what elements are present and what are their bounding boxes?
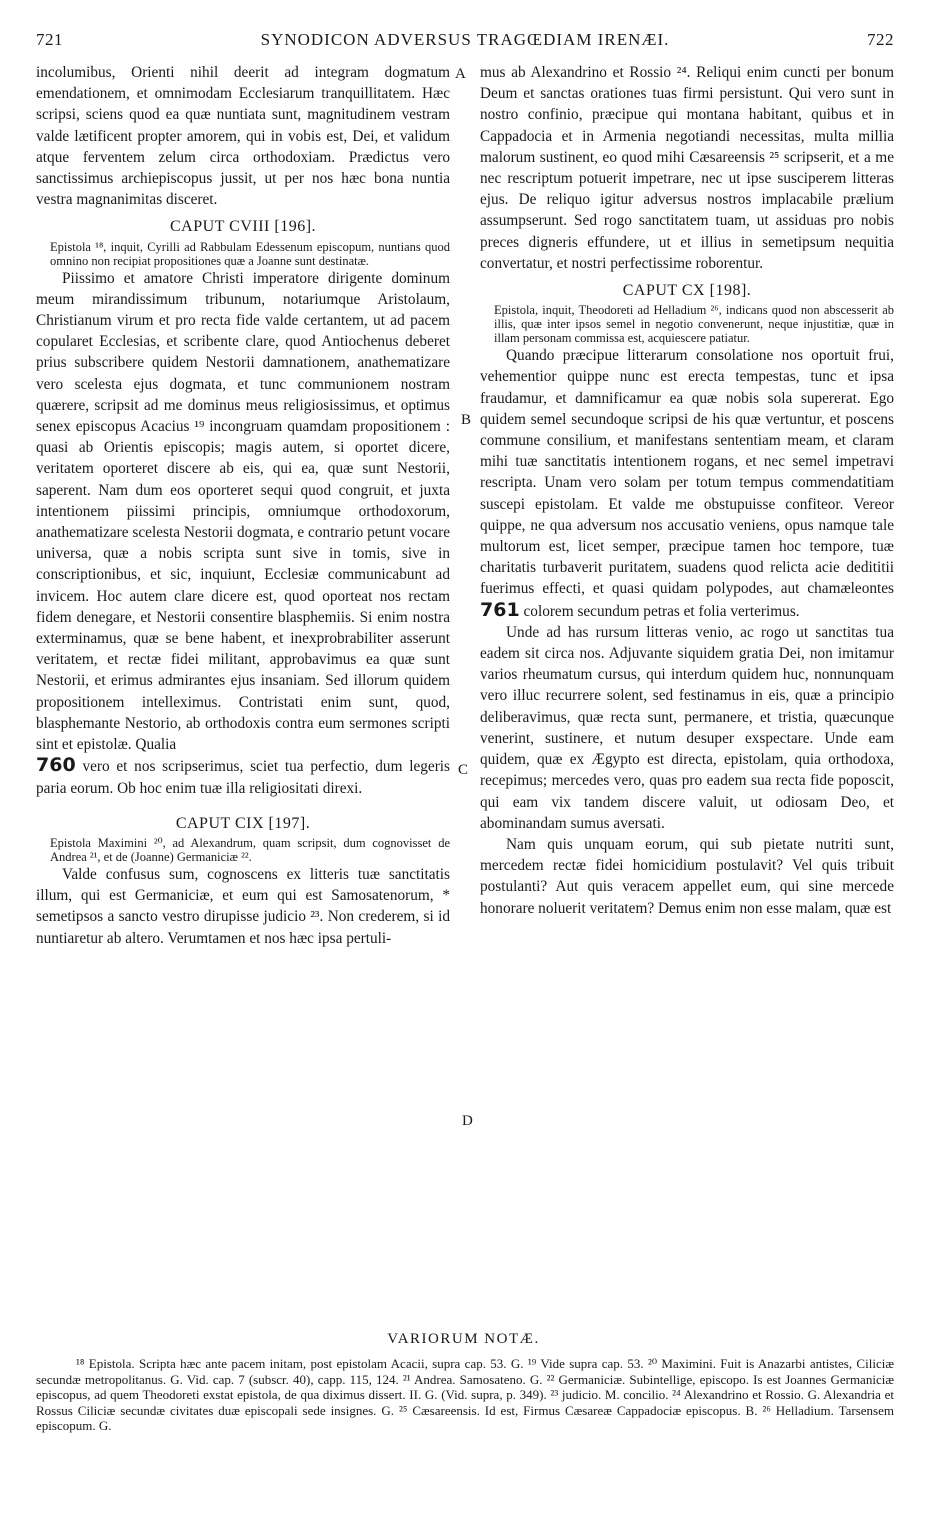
right-column [480, 62, 894, 919]
margin-letter-c: C [458, 762, 469, 778]
running-header [36, 30, 894, 58]
left-paragraph-2-tail: vero et nos scripserimus, sciet tua perfectio, dum legeris paria eorum. Ob hoc enim tuæ illa religiositati direxi. [36, 758, 450, 797]
margin-letter-b: B [461, 412, 472, 428]
page-marker-761: 761 [480, 598, 520, 621]
notes-title: VARIORUM NOTÆ. [387, 1331, 540, 1347]
right-paragraph-4: Nam quis unquam eorum, qui sub pietate nutriti sunt, mercedem rectæ fidei homicidium postulavit? Vel quis tribuit postulanti? Aut quis veracem appellet eum, qui sine mercede honorare noluerit veritatem? Demus enim non esse malam, quæ est [480, 835, 894, 917]
caput-cviii-title: CAPUT CVIII [196]. [169, 218, 317, 236]
right-paragraph-1: mus ab Alexandrino et Rossio ²⁴. Reliqui enim cuncti per bonum Deum et sanctas orationes tuas firmi persistunt. Qui vero sunt in nostro confinio, præcipue qui montana habitant, quibus et in Cappadocia et in Armenia negotiandi necessitas, multa millia malorum sustinent, eo quod mihi Cæsareensis ²⁵ scripserit, et a me nec rescriptum potuerit impetrare, nec ut ipse susciperem litteras ejus. De reliquo igitur adversus nostros implacabile prælium assumpserunt. Sed rogo sanctitatem tuam, ut assiduas pro nobis preces digneris effundere, ut et illius in semetipsum nequitia convertatur, et nostri perfectissime roborentur. [480, 64, 894, 272]
page-marker-760: 760 [36, 754, 76, 777]
caput-cix-summary: Epistola Maximini ²⁰, ad Alexandrum, quam scripsit, dum cognovisset de Andrea ²¹, et de (Joanne) Germaniciæ ²². [50, 835, 450, 864]
left-paragraph-1: incolumibus, Orienti nihil deerit ad integram dogmatum emendationem, et omnimodam Ecclesiarum tranquillitatem. Hæc scripsi, sciens quod ea quæ nuntiata sunt, magnitudinem vestram valde lætificent propter amorem, qui in vobis est, Dei, et validum atque ferventem zelum circa orthodoxiam. Prædictus vero sanctissimus archiepiscopus jussit, ut per nos hæc bona nuntia vestra magnanimitas disceret. [36, 64, 450, 209]
right-paragraph-2-tail: colorem secundum petras et folia verterimus. [523, 602, 800, 620]
page-number-right: 722 [867, 30, 894, 49]
right-paragraph-3: Unde ad has rursum litteras venio, ac rogo ut sanctitas tua eadem sit circa nos. Adjuvante siquidem gratia Dei, non imitamur varios rheumatum cursus, qui interdum quidem huc, nonnunquam vero illuc recurrere solent, sed festinamus in eis, quæ a principio deliberavimus, quæ recta sunt, permanere, et tristia, quæcunque venerint, sustinere, et nutum desuper exspectare. Unde eam quidem, quæ ex Ægypto est directa, epistolam, quia orthodoxa, recepimus; mercedes vero, quas pro eadem sua recta fide poposcit, qui eam vix tandem discere valuit, ut odiosam Deo, et abominandam sumus aversati. [480, 623, 894, 832]
right-paragraph-2-text: Quando præcipue litterarum consolatione nos oportuit frui, vehementior quippe nunc est erecta tempestas, tunc et ipsa fraudamur, et damnificamur ea quæ nobis sola supererat. Ego quidem semel secundoque scripsi de his quæ vertuntur, et poscens commune consilium, et manifestans sententiam meam, et claram mihi tuæ sanctitatis intentionem rogans, et nec semel impetravi rescripta. Unam vero solam per totum tempus commendatitiam suscepi epistolam. Et valde me obstupuisse confiteor. Vereor quippe, ne qua adversum nos accusatio veniens, opus namque tale multorum est, licet semper, præcipue tamen hoc tempore, tuæ charitatis turbaverit puritatem, suadens quod relicta acie dedititii fuerimus effecti, et quasi quidam polypodes, aut chamæleontes [480, 347, 894, 598]
margin-letter-d: D [462, 1113, 473, 1129]
left-paragraph-2-text: Piissimo et amatore Christi imperatore dirigente dominum meum mirandissimum tribunum, notariumque Aristolaum, Christianum virum et pro recta fide valde certantem, ut ad pacem copularet Ecclesias, et scribente clare, quod Antiochenus deberet prius subscribere quidem Nestorii damnationem, anathematizare vero scelesta ejus dogmata, et tunc communionem nostram quærere, scripsit ad me dominus meus religiosissimus, et optimus senex episcopus Acacius ¹⁹ incongruam quamdam propositionem : quasi ab Orientis episcopis; magis autem, si oportet dicere, veritatem oporteret discere ab eis, qui ea, quæ sunt Nestorii, saperent. Nam dum eos oporteret sequi quod congruit, et juxta intentionem piissimi principis, omniumque orthodoxorum, anathematizare scelesta Nestorii dogmata, e contrario petunt vocare universa, quæ a nobis scripta sunt sive in tomis, sive in conscriptionibus, et sic, inquiunt, Ecclesiæ communicabunt ad invicem. Hoc autem clare dicere est, quod oporteat nos rectam fidem denegare, et Nestorii consentire blasphemiis. Si enim nostra exterminamus, quæ se bene habent, et inexprobrabiliter asserunt veritatem, et rectæ fidei militant, approbavimus ea quæ sunt Nestorii, et erimus admirantes ejus insaniam. Sed illorum quidem propositionem intelleximus. Contristati enim sunt, quod, blasphemante Nestorio, ab orthodoxis contra eum sermones scripti sint et epistolæ. Qualia [36, 269, 450, 754]
caput-cix-title: CAPUT CIX [197]. [175, 814, 311, 832]
margin-letter-a: A [455, 66, 466, 82]
right-paragraph-2 [480, 345, 894, 622]
caput-cviii-summary: Epistola ¹⁸, inquit, Cyrilli ad Rabbulam Edessenum episcopum, nuntians quod omnino non recipiat propositiones quæ a Joanne sunt destinatæ. [50, 239, 450, 268]
left-paragraph-3: Valde confusus sum, cognoscens ex litteris tuæ sanctitatis illum, qui est Germaniciæ, et eum qui est Samosatenorum, * semetipsos a sancto vestro dirupisse judicio ²³. Non crederem, si id nuntiaretur ab altero. Verumtamen et nos hæc ipsa pertuli- [36, 865, 450, 947]
page-number-left: 721 [36, 30, 63, 49]
running-head-title: SYNODICON ADVERSUS TRAGŒDIAM IRENÆI. [260, 30, 670, 49]
caput-cx-summary: Epistola, inquit, Theodoreti ad Helladium ²⁶, indicans quod non abscesserit ab illis, quæ inter ipsos semel in negotio convenerunt, neque injustitiæ, quæ in illam personam commissa est, acquiescere patiatur. [494, 303, 894, 346]
left-paragraph-2 [36, 268, 450, 799]
notes-text: ¹⁸ Epistola. Scripta hæc ante pacem initam, post epistolam Acacii, supra cap. 53. G. ¹⁹ Vide supra cap. 53. ²⁰ Maximini. Fuit is Anazarbi antistes, Ciliciæ secundæ metropolitanus. G. Vid. cap. 7 (subscr. 40), capp. 115, 124. ²¹ Andrea. Samosateno. G. ²² Germaniciæ. Subintellige, episcopo. Is est Joannes Germaniciæ episcopus, ad quem Theodoreti exstat epistola, de qua diximus dissert. II. G. (Vid. supra, p. 349). ²³ judicio. M. concilio. ²⁴ Alexandrino et Rossio. G. Alexandria et Rossus Ciliciæ secundæ civitates duæ episcopali sede insignes. G. ²⁵ Cæsareensis. Id est, Firmus Cæsareæ Cappadociæ episcopus. B. ²⁶ Helladium. Tarsensem episcopum. G. [36, 1356, 894, 1434]
variorum-notes [36, 1356, 894, 1434]
left-column [36, 62, 450, 949]
caput-cx-title: CAPUT CX [198]. [622, 282, 752, 300]
